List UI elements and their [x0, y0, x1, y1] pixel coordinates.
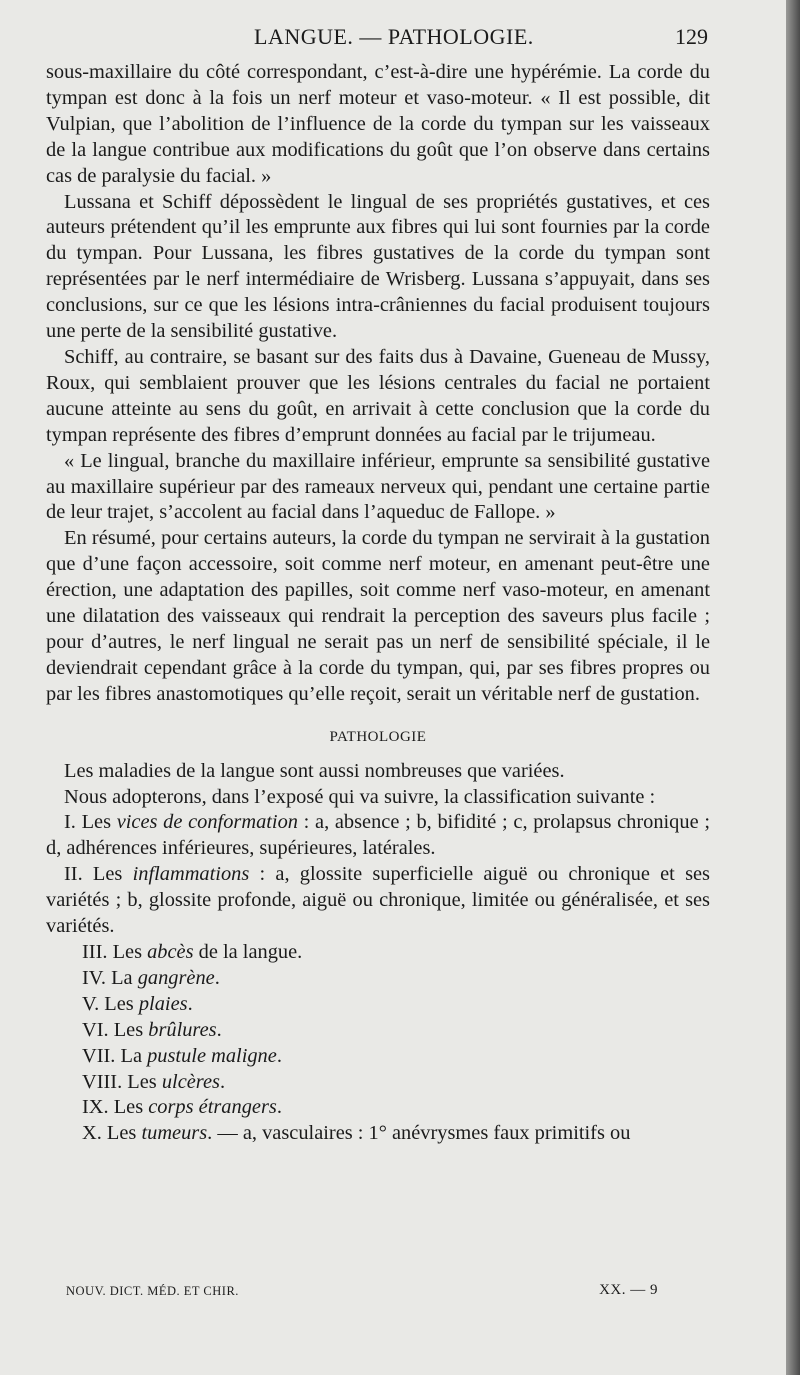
list-item: X. Les tumeurs. — a, vasculaires : 1° anévrysmes faux primitifs ou: [82, 1122, 631, 1145]
list-item: II. Les inflammations : a, glossite superficielle aiguë ou chronique et ses variétés ; b, glossite profonde, aiguë ou chronique, limitée ou généralisée, et ses variétés.: [46, 863, 710, 938]
paragraph-3: Schiff, au contraire, se basant sur des faits dus à Davaine, Gueneau de Mussy, Roux, qui semblaient prouver que les lésions centrales du facial ne portaient aucune atteinte au sens du goût, en arrivait à cette conclusion que la corde du tympan représente des fibres d’emprunt données au facial par le trijumeau.: [46, 345, 710, 446]
paragraph-5: En résumé, pour certains auteurs, la corde du tympan ne servirait à la gustation que d’une façon accessoire, soit comme nerf moteur, en amenant peut-être une érection, une adaptation des papilles, soit comme nerf vaso-moteur, en amenant une dilatation des vaisseaux qui rendrait la perception des saveurs plus facile ; pour d’autres, le nerf lingual ne serait pas un nerf de sensibilité spéciale, il le deviendrait cependant grâce à la corde du tympan, qui, par ses fibres propres ou par les fibres anastomotiques qu’elle reçoit, serait un véritable nerf de gustation.: [46, 527, 710, 705]
paragraph-2: Lussana et Schiff dépossèdent le lingual de ses propriétés gustatives, et ces auteurs prétendent qu’il les emprunte aux fibres qui lui sont fournies par la corde du tympan. Pour Lussana, les fibres gustatives de la corde du tympan sont représentées par le nerf intermédiaire de Wrisberg. Lussana s’appuyait, dans ses conclusions, sur ce que les lésions intra-crâniennes du facial produisent toujours une perte de la sensibilité gustative.: [46, 190, 710, 343]
section-heading: PATHOLOGIE: [329, 728, 427, 745]
paragraph-4: « Le lingual, branche du maxillaire inférieur, emprunte sa sensibilité gustative au maxillaire supérieur par des rameaux nerveux qui, pendant une certaine partie de leur trajet, s’accolent au facial dans l’aqueduc de Fallope. »: [46, 449, 710, 524]
classification-list: [46, 810, 710, 1147]
paragraph-1: sous-maxillaire du côté correspondant, c’est-à-dire une hypérémie. La corde du tympan est donc à la fois un nerf moteur et vaso-moteur. « Il est possible, dit Vulpian, que l’abolition de l’influence de la corde du tympan sur les vaisseaux de la langue contribue aux modifications du goût que l’on observe dans certains cas de paralysie du facial. »: [46, 61, 710, 187]
page-number: 129: [675, 24, 708, 49]
running-header: [46, 24, 708, 56]
list-item: VI. Les brûlures.: [82, 1018, 222, 1041]
list-item: VII. La pustule maligne.: [82, 1044, 282, 1067]
footer-signature: XX. — 9: [599, 1282, 658, 1298]
list-item: III. Les abcès de la langue.: [82, 941, 303, 963]
list-item: I. Les vices de conformation : a, absence ; b, bifidité ; c, prolapsus chronique ; d, adhérences inférieures, supérieures, latérales.: [46, 811, 710, 860]
list-item: VIII. Les ulcères.: [82, 1070, 226, 1093]
header-title: LANGUE. — PATHOLOGIE.: [254, 24, 534, 49]
page-edge: [786, 0, 800, 1375]
section-intro-1: Les maladies de la langue sont aussi nombreuses que variées.: [64, 759, 565, 782]
list-item: V. Les plaies.: [82, 992, 193, 1015]
list-item: IV. La gangrène.: [82, 966, 220, 989]
section-intro-2: Nous adopterons, dans l’exposé qui va suivre, la classification suivante :: [64, 785, 656, 808]
list-item: IX. Les corps étrangers.: [82, 1096, 282, 1119]
page-body: [46, 60, 710, 1147]
footer-book-title: NOUV. DICT. MÉD. ET CHIR.: [66, 1284, 239, 1298]
